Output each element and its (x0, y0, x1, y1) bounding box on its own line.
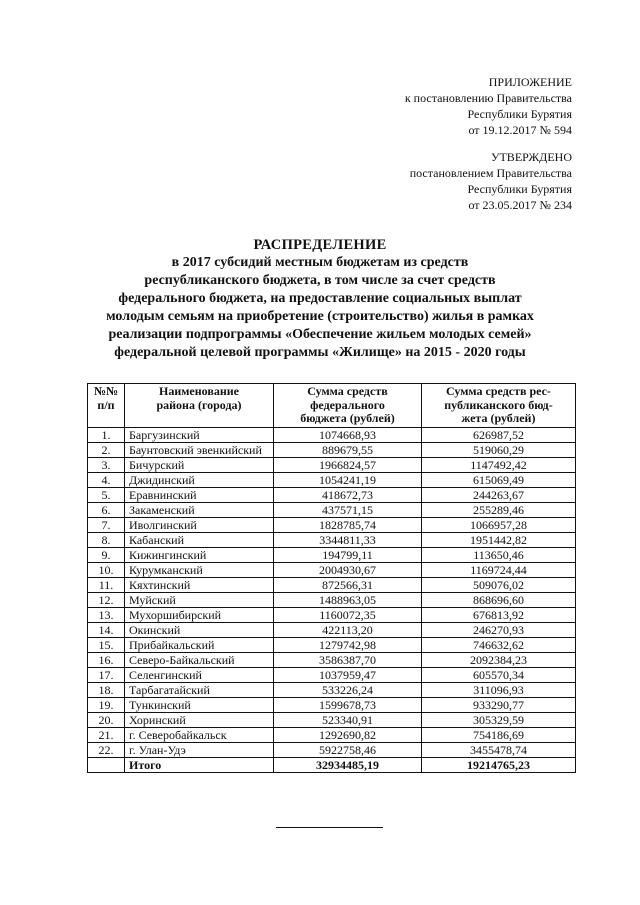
row-number: 7. (88, 517, 125, 532)
republican-amount: 255289,46 (422, 502, 576, 517)
republican-amount: 3455478,74 (422, 742, 576, 757)
row-number: 18. (88, 682, 125, 697)
title-line: в 2017 субсидий местным бюджетам из средств (171, 255, 469, 270)
republican-amount: 1169724,44 (422, 562, 576, 577)
district-name: Селенгинский (125, 667, 274, 682)
row-number: 21. (88, 727, 125, 742)
appendix-label: ПРИЛОЖЕНИЕ (488, 75, 572, 89)
title-line: молодым семьям на приобретение (строительство) жилья в рамках (106, 309, 534, 324)
republican-amount: 509076,02 (422, 577, 576, 592)
title-line: республиканского бюджета, в том числе за счет средств (144, 273, 496, 288)
federal-amount: 194799,11 (274, 547, 422, 562)
approved-block (410, 149, 572, 213)
republican-amount: 676813,92 (422, 607, 576, 622)
district-name: Окинский (125, 622, 274, 637)
header-name: Наименование района (города) (125, 384, 274, 428)
federal-amount: 1037959,47 (274, 667, 422, 682)
row-number: 17. (88, 667, 125, 682)
federal-amount: 1599678,73 (274, 697, 422, 712)
republican-amount: 311096,93 (422, 682, 576, 697)
appendix-date: от 19.12.2017 № 594 (468, 123, 572, 137)
district-name: Еравнинский (125, 487, 274, 502)
table-header-row (88, 384, 576, 428)
district-name: Курумканский (125, 562, 274, 577)
district-name: Северо-Байкальский (125, 652, 274, 667)
table-row (88, 652, 576, 667)
row-number: 2. (88, 442, 125, 457)
federal-amount: 1966824,57 (274, 457, 422, 472)
republican-amount: 1147492,42 (422, 457, 576, 472)
table-row (88, 712, 576, 727)
federal-amount: 1054241,19 (274, 472, 422, 487)
district-name: Иволгинский (125, 517, 274, 532)
total-republican: 19214765,23 (422, 757, 576, 772)
approved-label: УТВЕРЖДЕНО (490, 150, 572, 164)
district-name: Муйский (125, 592, 274, 607)
total-row (88, 757, 576, 772)
table-row (88, 457, 576, 472)
district-name: Тарбагатайский (125, 682, 274, 697)
table-row (88, 637, 576, 652)
table-row (88, 487, 576, 502)
federal-amount: 1160072,35 (274, 607, 422, 622)
republican-amount: 246270,93 (422, 622, 576, 637)
district-name: г. Северобайкальск (125, 727, 274, 742)
federal-amount: 2004930,67 (274, 562, 422, 577)
table-row (88, 532, 576, 547)
republican-amount: 746632,62 (422, 637, 576, 652)
republican-amount: 113650,46 (422, 547, 576, 562)
table-row (88, 562, 576, 577)
document-title (60, 236, 580, 362)
table-row (88, 592, 576, 607)
row-number: 20. (88, 712, 125, 727)
federal-amount: 437571,15 (274, 502, 422, 517)
row-number: 22. (88, 742, 125, 757)
header-federal: Сумма средств федерального бюджета (рублей) (274, 384, 422, 428)
republican-amount: 244263,67 (422, 487, 576, 502)
district-name: Кижингинский (125, 547, 274, 562)
table-row (88, 667, 576, 682)
closing-rule (276, 827, 383, 828)
table-row (88, 547, 576, 562)
table-row (88, 742, 576, 757)
row-number: 9. (88, 547, 125, 562)
federal-amount: 5922758,46 (274, 742, 422, 757)
federal-amount: 1292690,82 (274, 727, 422, 742)
appendix-line: к постановлению Правительства (404, 91, 572, 105)
federal-amount: 1074668,93 (274, 427, 422, 442)
title-line: федерального бюджета, на предоставление социальных выплат (118, 291, 522, 306)
federal-amount: 1828785,74 (274, 517, 422, 532)
row-number: 8. (88, 532, 125, 547)
federal-amount: 872566,31 (274, 577, 422, 592)
approved-line: Республики Бурятия (467, 182, 572, 196)
district-name: Тункинский (125, 697, 274, 712)
table-row (88, 682, 576, 697)
district-name: Джидинский (125, 472, 274, 487)
district-name: Мухоршибирский (125, 607, 274, 622)
district-name: Баргузинский (125, 427, 274, 442)
district-name: г. Улан-Удэ (125, 742, 274, 757)
district-name: Баунтовский эвенкийский (125, 442, 274, 457)
appendix-line: Республики Бурятия (467, 107, 572, 121)
total-label: Итого (125, 757, 274, 772)
table-row (88, 607, 576, 622)
district-name: Прибайкальский (125, 637, 274, 652)
republican-amount: 1066957,28 (422, 517, 576, 532)
approved-line: постановлением Правительства (409, 166, 572, 180)
republican-amount: 305329,59 (422, 712, 576, 727)
district-name: Бичурский (125, 457, 274, 472)
republican-amount: 615069,49 (422, 472, 576, 487)
federal-amount: 418672,73 (274, 487, 422, 502)
table-row (88, 472, 576, 487)
district-name: Закаменский (125, 502, 274, 517)
row-number: 13. (88, 607, 125, 622)
header-num: №№ п/п (88, 384, 125, 428)
federal-amount: 1488963,05 (274, 592, 422, 607)
republican-amount: 1951442,82 (422, 532, 576, 547)
federal-amount: 422113,20 (274, 622, 422, 637)
table-row (88, 517, 576, 532)
row-number: 6. (88, 502, 125, 517)
row-number: 11. (88, 577, 125, 592)
row-number: 4. (88, 472, 125, 487)
row-number: 19. (88, 697, 125, 712)
republican-amount: 605570,34 (422, 667, 576, 682)
federal-amount: 3586387,70 (274, 652, 422, 667)
table-row (88, 622, 576, 637)
republican-amount: 933290,77 (422, 697, 576, 712)
row-number: 12. (88, 592, 125, 607)
republican-amount: 868696,60 (422, 592, 576, 607)
district-name: Хоринский (125, 712, 274, 727)
table-row (88, 577, 576, 592)
republican-amount: 754186,69 (422, 727, 576, 742)
row-number: 14. (88, 622, 125, 637)
title-main: РАСПРЕДЕЛЕНИЕ (253, 237, 387, 253)
table-row (88, 502, 576, 517)
federal-amount: 523340,91 (274, 712, 422, 727)
federal-amount: 1279742,98 (274, 637, 422, 652)
appendix-block (405, 74, 572, 138)
total-federal: 32934485,19 (274, 757, 422, 772)
approved-date: от 23.05.2017 № 234 (468, 198, 572, 212)
federal-amount: 533226,24 (274, 682, 422, 697)
republican-amount: 2092384,23 (422, 652, 576, 667)
row-number: 16. (88, 652, 125, 667)
total-num-cell (88, 757, 125, 772)
header-republican: Сумма средств рес- публиканского бюд- жета (рублей) (422, 384, 576, 428)
republican-amount: 626987,52 (422, 427, 576, 442)
title-line: реализации подпрограммы «Обеспечение жильем молодых семей» (108, 327, 532, 342)
table-row (88, 442, 576, 457)
district-name: Кяхтинский (125, 577, 274, 592)
table-row (88, 727, 576, 742)
row-number: 10. (88, 562, 125, 577)
federal-amount: 3344811,33 (274, 532, 422, 547)
row-number: 3. (88, 457, 125, 472)
table-body (88, 427, 576, 772)
title-line: федеральной целевой программы «Жилище» на 2015 - 2020 годы (114, 345, 526, 360)
distribution-table (87, 383, 576, 773)
table-row (88, 427, 576, 442)
row-number: 5. (88, 487, 125, 502)
republican-amount: 519060,29 (422, 442, 576, 457)
row-number: 1. (88, 427, 125, 442)
district-name: Кабанский (125, 532, 274, 547)
federal-amount: 889679,55 (274, 442, 422, 457)
row-number: 15. (88, 637, 125, 652)
table-row (88, 697, 576, 712)
